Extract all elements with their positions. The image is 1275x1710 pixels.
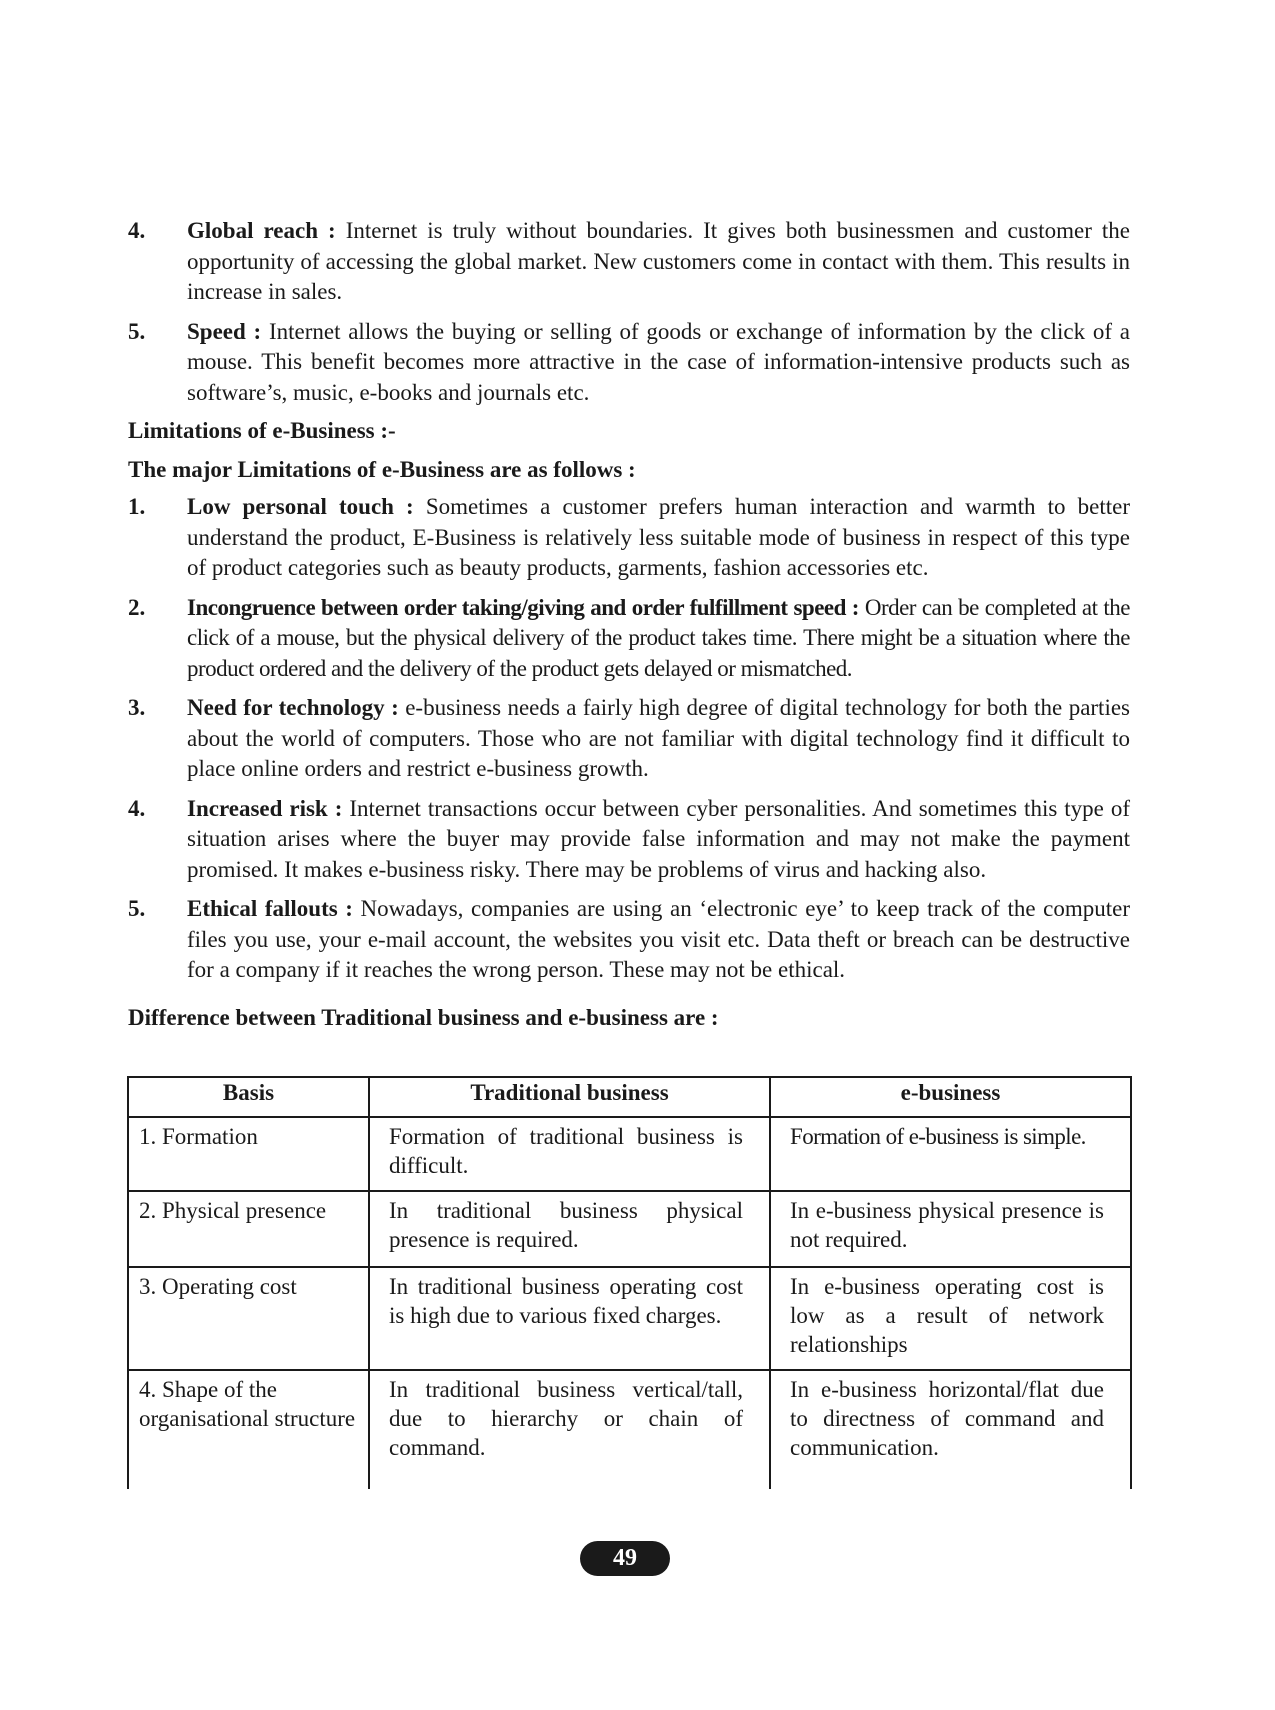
limitations-subheading: The major Limitations of e-Business are as follows : <box>128 457 636 482</box>
table-cell: 3. Operating cost <box>128 1267 369 1370</box>
table-cell: In traditional business physical presence is required. <box>369 1191 770 1267</box>
item-title: Need for technology : <box>187 695 399 720</box>
page-number-badge: 49 <box>580 1541 670 1576</box>
limitation-item-5 <box>128 894 1130 986</box>
table-row <box>128 1267 1131 1370</box>
item-number: 4. <box>128 795 146 821</box>
table-header-row <box>128 1077 1131 1117</box>
limitation-item-1 <box>128 492 1130 584</box>
item-text: Internet is truly without boundaries. It gives both businessmen and customer the opportunity of accessing the global market. New customers come in contact with them. This results in increase in sales. <box>187 218 1131 304</box>
item-text: e-business needs a fairly high degree of digital technology for both the parties about the world of computers. Those who are not familiar with digital technology find it difficult to place online orders and restrict e-business growth. <box>187 695 1130 781</box>
table-cell: 4. Shape of the organisational structure <box>128 1370 369 1489</box>
item-number: 2. <box>128 594 146 620</box>
item-text: Internet transactions occur between cyber personalities. And sometimes this type of situation arises where the buyer may provide false information and may not make the payment promised. It makes e-business risky. There may be problems of virus and hacking also. <box>187 795 1131 882</box>
item-number: 3. <box>128 695 146 720</box>
table-cell: 1. Formation <box>128 1117 369 1191</box>
limitation-item-3 <box>128 693 1130 785</box>
benefit-item-4 <box>128 216 1130 308</box>
table-row <box>128 1191 1131 1267</box>
item-text: Internet allows the buying or selling of goods or exchange of information by the click of a mouse. This benefit becomes more attractive in the case of information-intensive products such as software’s, music, e-books and journals etc. <box>187 318 1130 405</box>
limitations-heading: Limitations of e-Business :- <box>128 418 396 443</box>
comparison-table <box>127 1076 1132 1489</box>
item-title: Incongruence between order taking/giving and order fulfillment speed : <box>187 594 859 620</box>
benefit-item-5 <box>128 317 1130 409</box>
item-number: 5. <box>128 896 146 921</box>
table-cell: In traditional business vertical/tall, due to hierarchy or chain of command. <box>369 1370 770 1489</box>
column-header: Traditional business <box>369 1077 770 1117</box>
item-number: 1. <box>128 494 146 519</box>
item-text: Sometimes a customer prefers human interaction and warmth to better understand the product, E-Business is relatively less suitable mode of business in respect of this type of product categories such as beauty products, garments, fashion accessories etc. <box>187 494 1130 580</box>
page-content <box>128 216 1130 1033</box>
limitation-item-4 <box>128 794 1130 886</box>
table-cell: In e-business horizontal/flat due to directness of command and communication. <box>770 1370 1131 1489</box>
table-cell: In e-business physical presence is not required. <box>770 1191 1131 1267</box>
table-row <box>128 1370 1131 1489</box>
item-number: 4. <box>128 218 146 243</box>
item-text: Order can be completed at the click of a mouse, but the physical delivery of the product takes time. There might be a situation where the product ordered and the delivery of the product gets delayed or mismatched. <box>187 594 1130 681</box>
item-number: 5. <box>128 318 146 344</box>
table-cell: In e-business operating cost is low as a result of network relationships <box>770 1267 1131 1370</box>
item-title: Increased risk : <box>187 795 343 821</box>
table-cell: Formation of e-business is simple. <box>770 1117 1131 1191</box>
limitation-item-2 <box>128 593 1130 685</box>
column-header: e-business <box>770 1077 1131 1117</box>
table-cell: 2. Physical presence <box>128 1191 369 1267</box>
table-cell: In traditional business operating cost is high due to various fixed charges. <box>369 1267 770 1370</box>
item-title: Speed : <box>187 318 262 344</box>
table-row <box>128 1117 1131 1191</box>
item-title: Low personal touch : <box>187 494 414 519</box>
column-header: Basis <box>128 1077 369 1117</box>
item-title: Ethical fallouts : <box>187 896 353 921</box>
item-text: Nowadays, companies are using an ‘electronic eye’ to keep track of the computer files you use, your e-mail account, the websites you visit etc. Data theft or breach can be destructive for a company if it reaches the wrong person. These may not be ethical. <box>187 896 1131 982</box>
item-title: Global reach : <box>187 218 336 243</box>
difference-heading: Difference between Traditional business and e-business are : <box>128 1004 719 1030</box>
table-cell: Formation of traditional business is difficult. <box>369 1117 770 1191</box>
